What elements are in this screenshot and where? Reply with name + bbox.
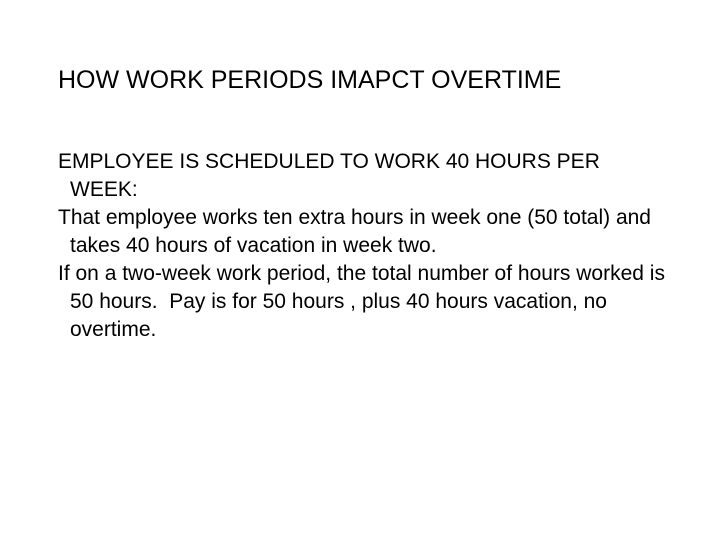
paragraph-example: That employee works ten extra hours in week one (50 total) and takes 40 hours of vacation in week two. (58, 206, 657, 257)
slide-title: HOW WORK PERIODS IMAPCT OVERTIME (58, 66, 562, 94)
slide-body (58, 148, 673, 344)
paragraph-schedule: EMPLOYEE IS SCHEDULED TO WORK 40 HOURS PER WEEK: (58, 150, 606, 201)
paragraph-conclusion: If on a two-week work period, the total number of hours worked is 50 hours. Pay is for 50 hours , plus 40 hours vacation, no overtime. (58, 262, 671, 341)
